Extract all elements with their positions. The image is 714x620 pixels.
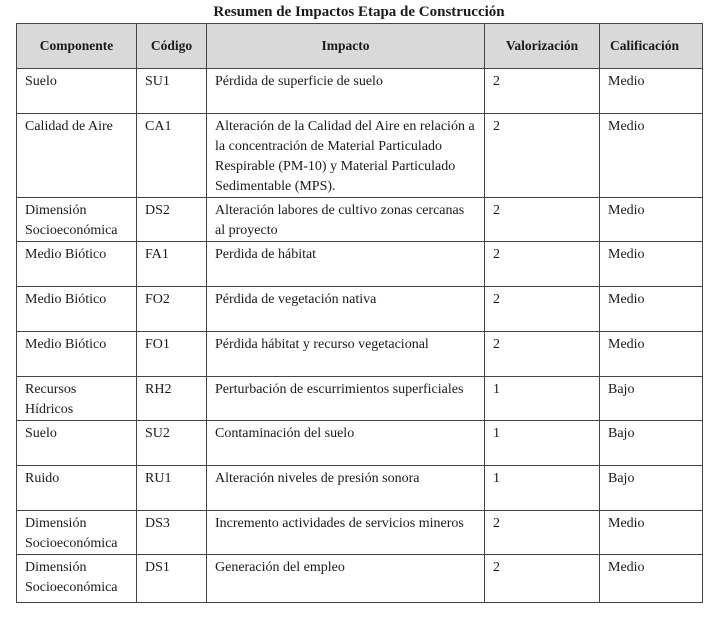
cell-valorizacion: 2 xyxy=(485,69,600,114)
cell-valorizacion: 2 xyxy=(485,555,600,603)
table-row xyxy=(17,555,703,603)
cell-codigo: DS1 xyxy=(137,555,207,603)
header-codigo: Código xyxy=(137,24,207,69)
cell-componente: Medio Biótico xyxy=(17,287,137,332)
cell-impacto: Alteración labores de cultivo zonas cercanas al proyecto xyxy=(207,198,485,242)
cell-componente: Dimensión Socioeconómica xyxy=(17,198,137,242)
cell-impacto: Pérdida hábitat y recurso vegetacional xyxy=(207,332,485,377)
header-componente: Componente xyxy=(17,24,137,69)
cell-calificacion: Medio xyxy=(600,332,703,377)
cell-valorizacion: 2 xyxy=(485,332,600,377)
cell-componente: Dimensión Socioeconómica xyxy=(17,555,137,603)
table-row xyxy=(17,114,703,198)
cell-valorizacion: 2 xyxy=(485,287,600,332)
header-valorizacion: Valorización xyxy=(485,24,600,69)
table-row xyxy=(17,198,703,242)
cell-calificacion: Medio xyxy=(600,555,703,603)
cell-codigo: RH2 xyxy=(137,377,207,421)
cell-valorizacion: 2 xyxy=(485,198,600,242)
cell-valorizacion: 2 xyxy=(485,511,600,555)
cell-impacto: Alteración niveles de presión sonora xyxy=(207,466,485,511)
cell-componente: Medio Biótico xyxy=(17,332,137,377)
table-title: Resumen de Impactos Etapa de Construcción xyxy=(213,4,505,20)
cell-codigo: DS3 xyxy=(137,511,207,555)
table-row xyxy=(17,69,703,114)
cell-componente: Recursos Hídricos xyxy=(17,377,137,421)
impacts-table xyxy=(16,23,703,603)
cell-calificacion: Bajo xyxy=(600,466,703,511)
cell-valorizacion: 2 xyxy=(485,242,600,287)
table-row xyxy=(17,377,703,421)
cell-componente: Medio Biótico xyxy=(17,242,137,287)
header-calificacion: Calificación xyxy=(600,24,703,69)
cell-calificacion: Bajo xyxy=(600,421,703,466)
cell-codigo: DS2 xyxy=(137,198,207,242)
cell-calificacion: Medio xyxy=(600,287,703,332)
cell-codigo: SU1 xyxy=(137,69,207,114)
cell-codigo: CA1 xyxy=(137,114,207,198)
cell-impacto: Perturbación de escurrimientos superficiales xyxy=(207,377,485,421)
cell-impacto: Pérdida de superficie de suelo xyxy=(207,69,485,114)
cell-componente: Suelo xyxy=(17,69,137,114)
cell-impacto: Incremento actividades de servicios mineros xyxy=(207,511,485,555)
cell-calificacion: Medio xyxy=(600,511,703,555)
cell-impacto: Alteración de la Calidad del Aire en relación a la concentración de Material Particulado Respirable (PM-10) y Material Particulado Sedimentable (MPS). xyxy=(207,114,485,198)
table-row xyxy=(17,242,703,287)
table-header-row xyxy=(17,24,703,69)
cell-impacto: Pérdida de vegetación nativa xyxy=(207,287,485,332)
cell-calificacion: Medio xyxy=(600,198,703,242)
cell-codigo: FA1 xyxy=(137,242,207,287)
cell-valorizacion: 1 xyxy=(485,466,600,511)
cell-codigo: SU2 xyxy=(137,421,207,466)
cell-codigo: FO1 xyxy=(137,332,207,377)
cell-impacto: Perdida de hábitat xyxy=(207,242,485,287)
table-row xyxy=(17,287,703,332)
cell-calificacion: Medio xyxy=(600,242,703,287)
cell-componente: Ruido xyxy=(17,466,137,511)
table-row xyxy=(17,332,703,377)
table-row xyxy=(17,466,703,511)
cell-calificacion: Medio xyxy=(600,69,703,114)
table-row xyxy=(17,511,703,555)
table-row xyxy=(17,421,703,466)
cell-calificacion: Medio xyxy=(600,114,703,198)
cell-codigo: RU1 xyxy=(137,466,207,511)
cell-componente: Suelo xyxy=(17,421,137,466)
header-impacto: Impacto xyxy=(207,24,485,69)
cell-calificacion: Bajo xyxy=(600,377,703,421)
cell-componente: Dimensión Socioeconómica xyxy=(17,511,137,555)
cell-impacto: Generación del empleo xyxy=(207,555,485,603)
cell-codigo: FO2 xyxy=(137,287,207,332)
cell-valorizacion: 2 xyxy=(485,114,600,198)
cell-componente: Calidad de Aire xyxy=(17,114,137,198)
cell-impacto: Contaminación del suelo xyxy=(207,421,485,466)
cell-valorizacion: 1 xyxy=(485,377,600,421)
cell-valorizacion: 1 xyxy=(485,421,600,466)
